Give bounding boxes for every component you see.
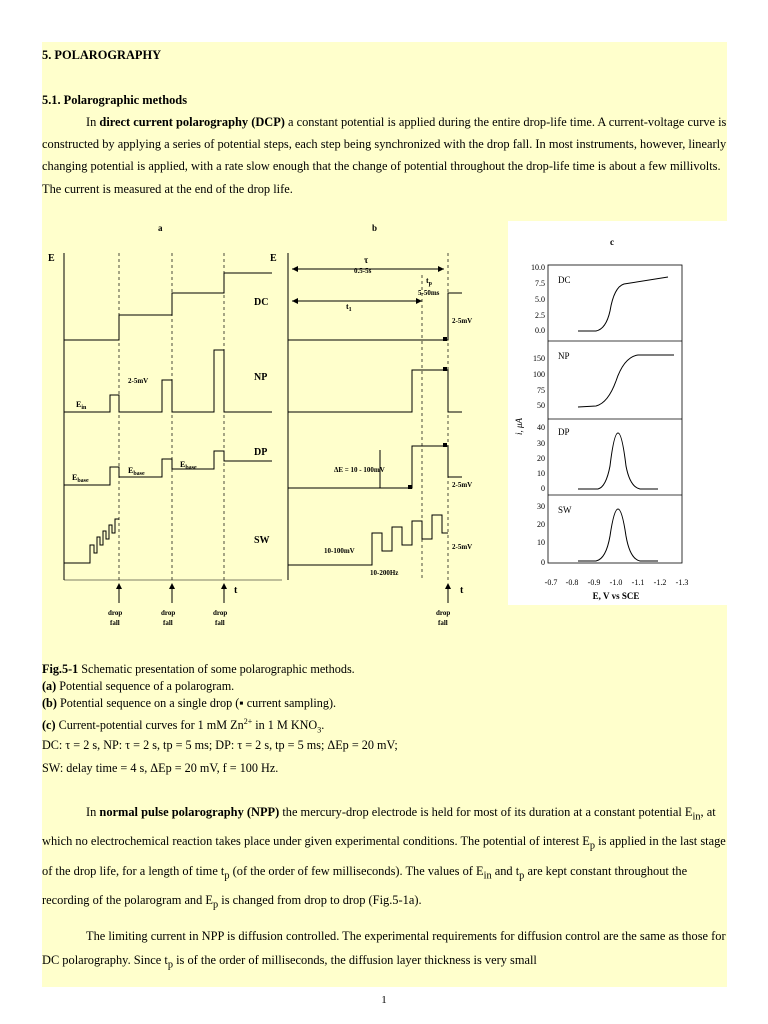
dp-curve (578, 433, 658, 489)
para2-f: are kept constant throughout the recording of the polarogram and E (42, 863, 688, 908)
panel-b-sw-step: 2-5mV (452, 543, 473, 551)
np-curve (578, 355, 674, 407)
para2-lead: In (86, 805, 100, 819)
caption-c-sub: 3 (317, 725, 322, 735)
drop-fall-label-a2b: fall (163, 619, 173, 627)
para2-s4: in (483, 870, 492, 882)
panel-b-tp: $t_p$ (426, 276, 433, 287)
dp-tick-4: 0 (541, 484, 545, 493)
para2-d: (of the order of few milliseconds). The values of E (229, 863, 484, 878)
dp-tick-0: 40 (537, 423, 545, 432)
drop-fall-label-a3: drop (213, 609, 228, 617)
np-tick-0: 150 (533, 354, 545, 363)
x-tick-5: -1.2 (653, 578, 667, 587)
x-tick-4: -1.1 (631, 578, 645, 587)
x-tick-6: -1.3 (675, 578, 689, 587)
sw-tick-0: 30 (537, 502, 545, 511)
method-label-sw: SW (254, 535, 270, 546)
panel-b-tau: τ (364, 255, 369, 265)
panel-b-dp-step: 2-5mV (452, 481, 473, 489)
panel-c-svg (508, 221, 727, 605)
panel-c-ylabel: i, μA (514, 417, 524, 435)
panel-c-xlabel: E, V vs SCE (592, 591, 640, 601)
caption-line-6: SW: delay time = 4 s, ΔEp = 20 mV, f = 100 Hz. (42, 761, 279, 775)
section-title: 5. POLAROGRAPHY (42, 48, 162, 62)
caption-fig-label: Fig.5-1 (42, 662, 79, 676)
panel-b-tp-range: 5-50ms (418, 289, 440, 297)
panel-a-label: a (158, 223, 163, 233)
panel-b-axis-e: E (270, 253, 277, 264)
subplot-np-name: NP (558, 351, 570, 361)
x-tick-1: -0.8 (565, 578, 579, 587)
caption-c-text-1: Current-potential curves for 1 mM Zn (55, 718, 244, 733)
caption-a-label: (a) (42, 679, 57, 693)
sw-tick-3: 0 (541, 558, 545, 567)
x-tick-0: -0.7 (544, 578, 558, 587)
para2-c: is applied in the last stage of the drop life, for a length of time t (42, 834, 726, 878)
panel-a-step-note: 2-5mV (128, 377, 149, 385)
caption-a-text: Potential sequence of a polarogram. (56, 679, 235, 693)
dp-tick-2: 20 (537, 454, 545, 463)
panel-a-axis-e: E (48, 253, 55, 264)
drop-fall-label-b: drop (436, 609, 451, 617)
para2-e: and t (491, 863, 520, 878)
sw-tick-1: 20 (537, 520, 545, 529)
caption-b-text: Potential sequence on a single drop (▪ current sampling). (56, 696, 337, 710)
panel-b-tau-range: 0.5-5s (354, 267, 372, 275)
panel-b-dc-step: 2-5mV (452, 317, 473, 325)
panel-b-de-label: ΔE = 10 - 100mV (334, 466, 385, 474)
para2-s3: p (224, 870, 230, 882)
panel-a-axis-t: t (234, 585, 238, 596)
paragraph-dcp (42, 111, 727, 200)
para3-b: is of the order of milliseconds, the diffusion layer thickness is very small (173, 953, 537, 967)
panel-b-t1: $t_1$ (346, 302, 352, 313)
para2-term: normal pulse polarography (NPP) (99, 805, 280, 819)
method-label-dc: DC (254, 297, 269, 308)
para2-s2: p (589, 840, 596, 852)
caption-line-1 (42, 661, 355, 678)
paragraph-npp (42, 800, 727, 918)
para3-s1: p (167, 959, 174, 971)
panel-c-label: c (610, 237, 614, 247)
panel-a-e-base-2: $E_{base}$ (128, 466, 145, 477)
caption-line-2 (42, 678, 234, 695)
panel-a-e-base-3: $E_{base}$ (180, 460, 197, 471)
panel-a-e-in: $E_{in}$ (76, 400, 87, 411)
subplot-dp-name: DP (558, 427, 570, 437)
sw-curve (578, 509, 658, 561)
caption-c-text-3: . (321, 718, 325, 733)
drop-fall-label-a1: drop (108, 609, 123, 617)
x-tick-3: -1.0 (609, 578, 623, 587)
panel-b-drop-arrow (445, 583, 451, 603)
drop-fall-label-a2: drop (161, 609, 176, 617)
panel-b-axis-t: t (460, 585, 464, 596)
para3-a: The limiting current in NPP is diffusion controlled. The experimental requirements for diffusion control are the same as those for DC polarography. Since t (42, 929, 726, 967)
caption-c-text-2: in 1 M KNO (252, 718, 318, 733)
drop-fall-label-a3b: fall (215, 619, 225, 627)
np-tick-1: 100 (533, 370, 545, 379)
page-number: 1 (381, 994, 387, 1006)
para1-term: direct current polarography (DCP) (99, 115, 285, 129)
caption-line-3 (42, 695, 336, 712)
caption-b-label: (b) (42, 696, 57, 710)
para2-s5: p (519, 870, 525, 882)
para2-a: the mercury-drop electrode is held for most of its duration at a constant potential E (279, 805, 693, 819)
panel-a-drop-arrows (116, 583, 227, 603)
caption-c-label: (c) (42, 718, 56, 733)
dc-tick-4: 0.0 (535, 326, 545, 335)
subplot-dc-name: DC (558, 275, 571, 285)
para1-body: a constant potential is applied during the entire drop-life time. A current-voltage curve is constructed by applying a series of potential steps, each step being synchronized with the drop fall. In most instruments, however, linearly changing potential is applied, with a rate slow enough that the change of potential throughout the drop-life time is about a few millivolts. The current is measured at the end of the drop life. (42, 115, 727, 196)
subplot-sw-name: SW (558, 505, 572, 515)
para2-g: is changed from drop to drop (Fig.5-1a). (218, 893, 422, 908)
dc-tick-1: 7.5 (535, 279, 545, 288)
panel-b-label: b (372, 223, 378, 233)
dc-tick-3: 2.5 (535, 311, 545, 320)
paragraph-npp-limiting (42, 924, 727, 977)
para1-lead: In (86, 115, 100, 129)
dp-tick-3: 10 (537, 469, 545, 478)
drop-fall-label-b2: fall (438, 619, 448, 627)
figure-panels-ab (42, 215, 508, 645)
dp-tick-1: 30 (537, 439, 545, 448)
caption-line-5: DC: τ = 2 s, NP: τ = 2 s, tp = 5 ms; DP: τ = 2 s, tp = 5 ms; ΔEp = 20 mV; (42, 738, 398, 752)
sw-tick-2: 10 (537, 538, 545, 547)
caption-line-4 (42, 714, 324, 739)
caption-c-sup: 2+ (243, 717, 253, 726)
x-tick-2: -0.9 (587, 578, 601, 587)
dc-tick-0: 10.0 (531, 263, 545, 272)
para2-s1: in (692, 811, 701, 823)
dc-curve (578, 277, 668, 331)
para2-b: , at which no electrochemical reaction takes place under given experimental conditions. The potential of interest E (42, 805, 716, 849)
panel-b-sw-freq: 10-200Hz (370, 569, 399, 577)
figure-panel-c (508, 221, 727, 605)
np-tick-3: 50 (537, 401, 545, 410)
subsection-title: 5.1. Polarographic methods (42, 93, 188, 107)
method-label-dp: DP (254, 447, 268, 458)
panel-b-sw-amp: 10-100mV (324, 547, 355, 555)
method-label-np: NP (254, 372, 268, 383)
dc-tick-2: 5.0 (535, 295, 545, 304)
drop-fall-label-a1b: fall (110, 619, 120, 627)
para2-s6: p (213, 899, 219, 911)
panel-a-e-base-1: $E_{base}$ (72, 473, 89, 484)
np-tick-2: 75 (537, 386, 545, 395)
caption-fig-text: Schematic presentation of some polarographic methods. (78, 662, 355, 676)
